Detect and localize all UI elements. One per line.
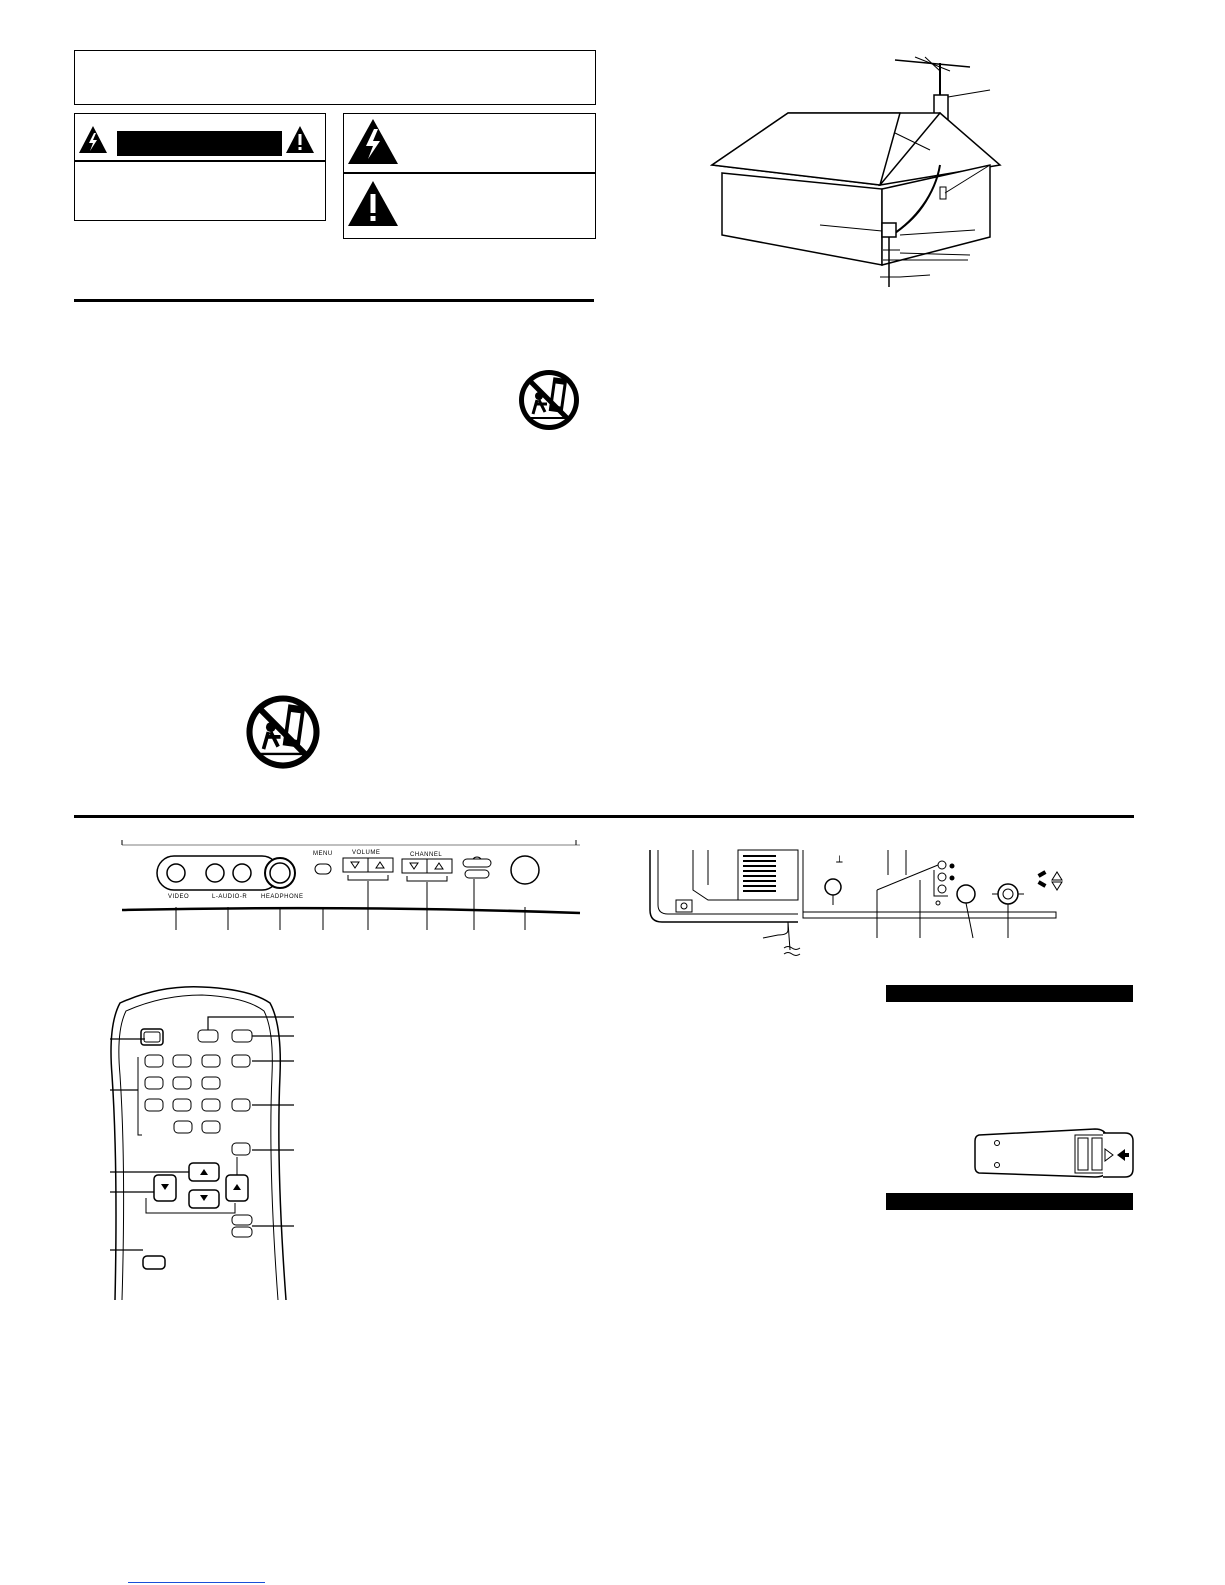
exclamation-warning-icon <box>285 125 315 155</box>
cart-tip-over-icon <box>244 693 322 771</box>
section-divider-top <box>74 299 594 302</box>
cart-tip-over-icon <box>517 368 581 432</box>
tv-rear-panel-diagram <box>648 850 1108 965</box>
section-heading-bar <box>886 985 1133 1002</box>
remote-control-diagram <box>90 985 295 1300</box>
symbol-box-divider <box>343 172 596 174</box>
headphone-jack-label: HEADPHONE <box>261 894 304 900</box>
caution-title-bar <box>117 131 282 156</box>
audio-jack-label: L-AUDIO-R <box>212 894 248 900</box>
section-divider-middle <box>74 815 1134 818</box>
svg-text:⟂: ⟂ <box>836 854 843 865</box>
exclamation-warning-icon <box>347 180 399 228</box>
section-heading-bar <box>886 1193 1133 1210</box>
volume-buttons-label: VOLUME <box>352 850 381 856</box>
lightning-warning-icon <box>347 118 399 166</box>
antenna-grounding-diagram <box>700 55 1000 295</box>
lightning-warning-icon <box>78 125 108 155</box>
menu-button-label: MENU <box>313 851 333 857</box>
footer-link-underline[interactable] <box>128 1582 265 1583</box>
caution-header-box <box>74 50 596 105</box>
battery-compartment-diagram <box>975 1127 1140 1179</box>
caution-box-divider <box>74 160 326 162</box>
video-jack-label: VIDEO <box>168 894 190 900</box>
channel-buttons-label: CHANNEL <box>410 852 443 858</box>
